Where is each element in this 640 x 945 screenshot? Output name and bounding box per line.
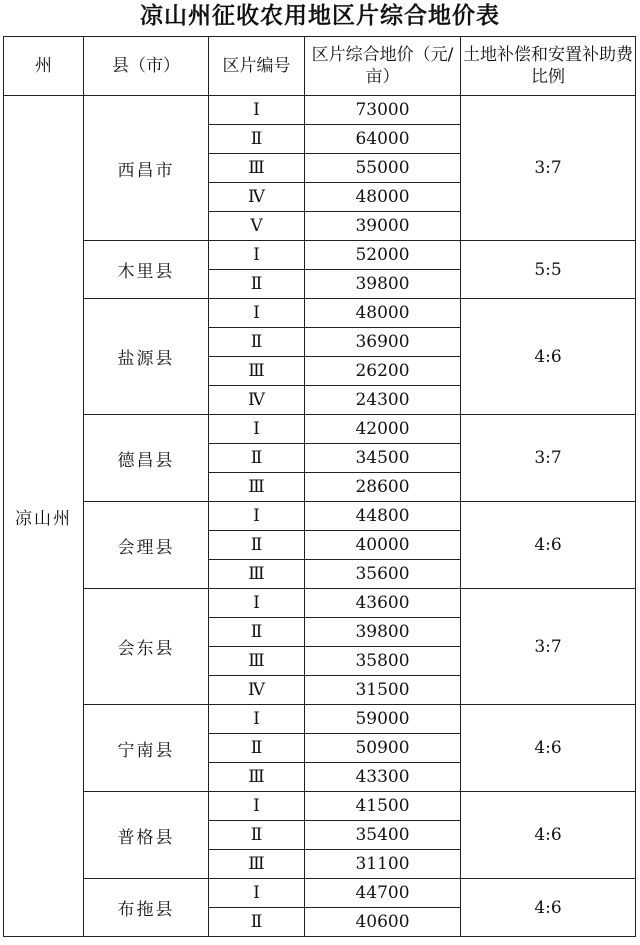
zone-code-cell: Ⅰ (209, 299, 305, 328)
header-zone-code: 区片编号 (209, 37, 305, 96)
ratio-cell: 4:6 (461, 879, 636, 937)
ratio-cell: 4:6 (461, 705, 636, 792)
price-cell: 31100 (305, 850, 461, 879)
ratio-cell: 5:5 (461, 241, 636, 299)
table-row (4, 792, 636, 821)
header-ratio: 土地补偿和安置补助费比例 (461, 37, 636, 96)
price-cell: 59000 (305, 705, 461, 734)
price-cell: 43600 (305, 589, 461, 618)
county-cell: 木里县 (84, 241, 209, 299)
county-cell: 布拖县 (84, 879, 209, 937)
table-body (4, 96, 636, 937)
price-cell: 34500 (305, 444, 461, 473)
price-cell: 52000 (305, 241, 461, 270)
price-cell: 44800 (305, 502, 461, 531)
price-cell: 64000 (305, 125, 461, 154)
zone-code-cell: Ⅳ (209, 386, 305, 415)
land-price-table (3, 36, 636, 937)
zone-code-cell: Ⅱ (209, 531, 305, 560)
ratio-cell: 4:6 (461, 502, 636, 589)
zone-code-cell: Ⅱ (209, 125, 305, 154)
zone-code-cell: Ⅲ (209, 850, 305, 879)
zone-code-cell: Ⅰ (209, 589, 305, 618)
zone-code-cell: Ⅱ (209, 821, 305, 850)
county-cell: 德昌县 (84, 415, 209, 502)
ratio-cell: 3:7 (461, 589, 636, 705)
zone-code-cell: Ⅲ (209, 154, 305, 183)
table-row (4, 589, 636, 618)
price-cell: 31500 (305, 676, 461, 705)
county-cell: 会东县 (84, 589, 209, 705)
price-cell: 35800 (305, 647, 461, 676)
table-row (4, 502, 636, 531)
zone-code-cell: Ⅳ (209, 676, 305, 705)
zone-code-cell: Ⅱ (209, 908, 305, 937)
price-cell: 40000 (305, 531, 461, 560)
header-prefecture: 州 (4, 37, 84, 96)
zone-code-cell: Ⅱ (209, 444, 305, 473)
zone-code-cell: Ⅰ (209, 96, 305, 125)
zone-code-cell: Ⅱ (209, 618, 305, 647)
zone-code-cell: Ⅱ (209, 270, 305, 299)
zone-code-cell: Ⅰ (209, 502, 305, 531)
price-cell: 44700 (305, 879, 461, 908)
zone-code-cell: Ⅲ (209, 560, 305, 589)
price-cell: 43300 (305, 763, 461, 792)
zone-code-cell: Ⅲ (209, 473, 305, 502)
zone-code-cell: Ⅰ (209, 792, 305, 821)
price-cell: 35600 (305, 560, 461, 589)
price-cell: 39800 (305, 270, 461, 299)
price-cell: 50900 (305, 734, 461, 763)
header-county: 县（市） (84, 37, 209, 96)
price-cell: 73000 (305, 96, 461, 125)
table-row (4, 415, 636, 444)
price-cell: 48000 (305, 299, 461, 328)
price-cell: 35400 (305, 821, 461, 850)
zone-code-cell: Ⅲ (209, 357, 305, 386)
county-cell: 盐源县 (84, 299, 209, 415)
zone-code-cell: Ⅰ (209, 415, 305, 444)
price-cell: 55000 (305, 154, 461, 183)
price-cell: 39000 (305, 212, 461, 241)
price-cell: 36900 (305, 328, 461, 357)
zone-code-cell: Ⅴ (209, 212, 305, 241)
zone-code-cell: Ⅰ (209, 705, 305, 734)
price-cell: 28600 (305, 473, 461, 502)
page-title: 凉山州征收农用地区片综合地价表 (140, 2, 500, 29)
zone-code-cell: Ⅰ (209, 879, 305, 908)
header-price: 区片综合地价（元/亩） (305, 37, 461, 96)
price-cell: 39800 (305, 618, 461, 647)
ratio-cell: 4:6 (461, 299, 636, 415)
zone-code-cell: Ⅱ (209, 734, 305, 763)
ratio-cell: 3:7 (461, 415, 636, 502)
price-cell: 24300 (305, 386, 461, 415)
price-cell: 48000 (305, 183, 461, 212)
zone-code-cell: Ⅰ (209, 241, 305, 270)
price-cell: 42000 (305, 415, 461, 444)
prefecture-cell: 凉山州 (4, 96, 84, 937)
table-row (4, 241, 636, 270)
table-header-row (4, 37, 636, 96)
county-cell: 西昌市 (84, 96, 209, 241)
ratio-cell: 4:6 (461, 792, 636, 879)
county-cell: 普格县 (84, 792, 209, 879)
table-row (4, 96, 636, 125)
table-row (4, 299, 636, 328)
table-row (4, 705, 636, 734)
price-cell: 41500 (305, 792, 461, 821)
zone-code-cell: Ⅲ (209, 763, 305, 792)
county-cell: 会理县 (84, 502, 209, 589)
zone-code-cell: Ⅳ (209, 183, 305, 212)
price-cell: 40600 (305, 908, 461, 937)
table-row (4, 879, 636, 908)
price-cell: 26200 (305, 357, 461, 386)
zone-code-cell: Ⅲ (209, 647, 305, 676)
county-cell: 宁南县 (84, 705, 209, 792)
ratio-cell: 3:7 (461, 96, 636, 241)
zone-code-cell: Ⅱ (209, 328, 305, 357)
